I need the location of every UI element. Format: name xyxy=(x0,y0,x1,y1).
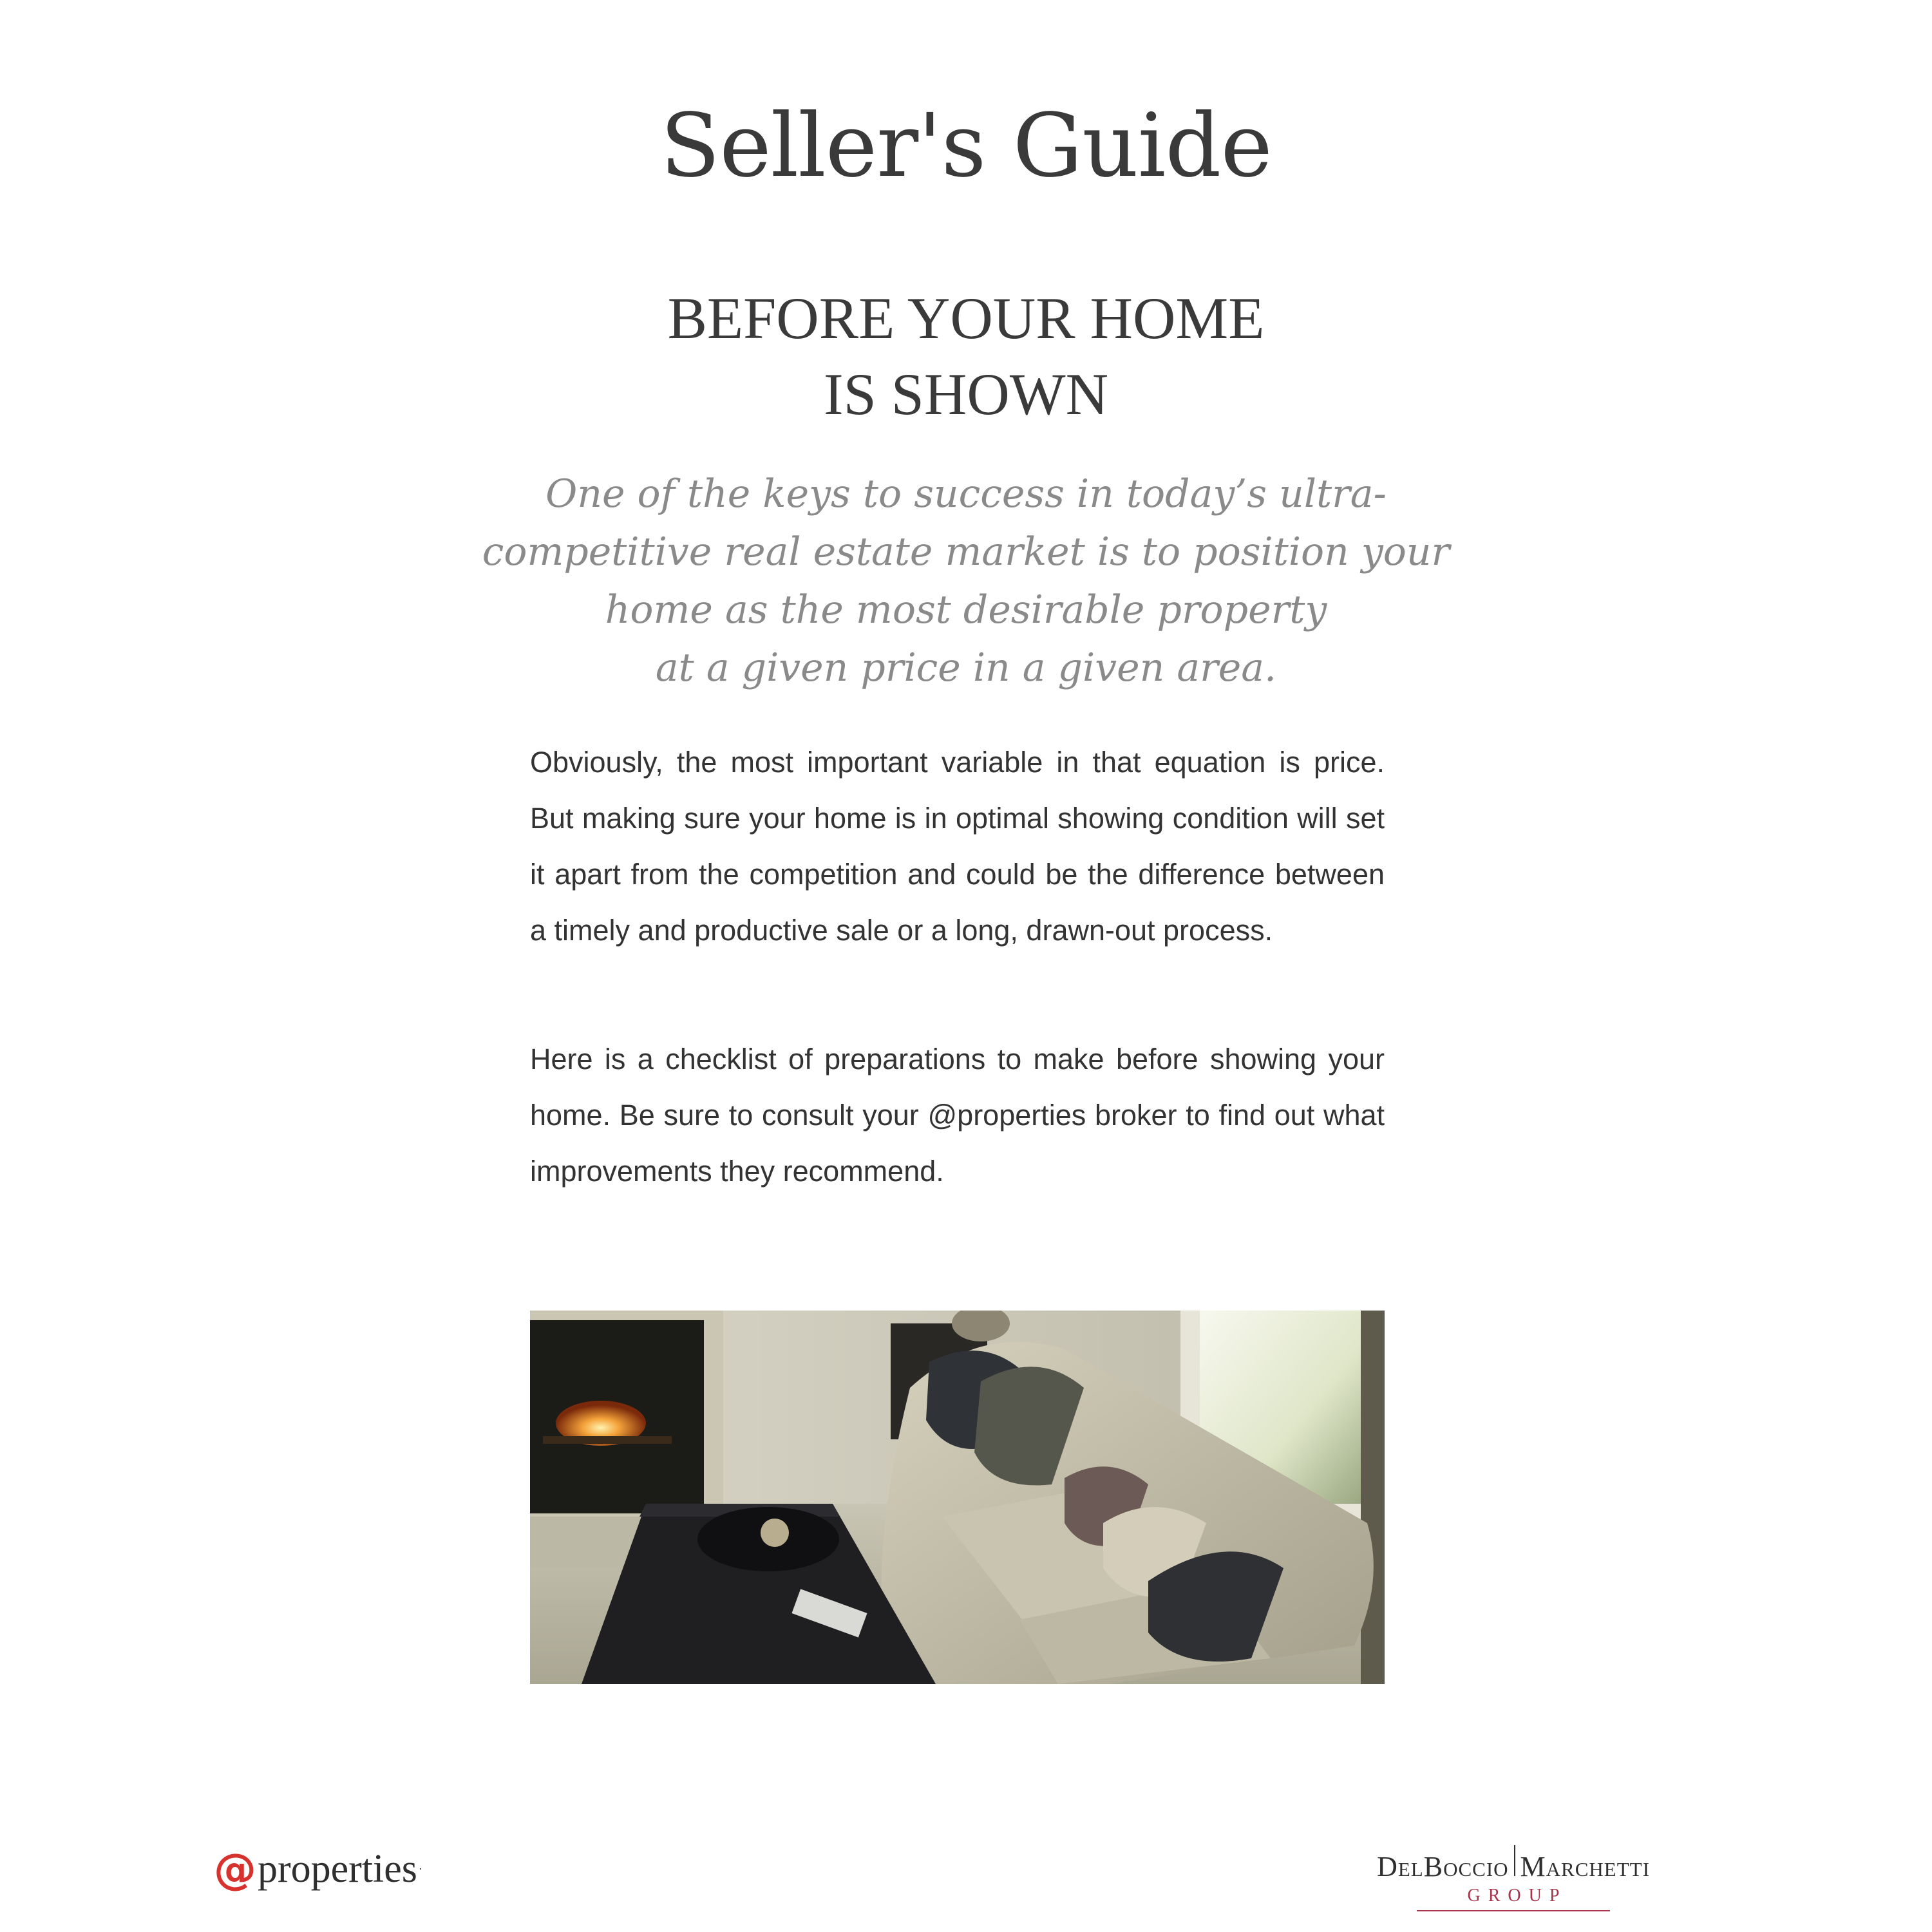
logo-underline xyxy=(1417,1910,1610,1911)
section-heading-line-2: IS SHOWN xyxy=(823,361,1109,427)
group-text: GROUP xyxy=(1467,1886,1567,1906)
body-paragraph-1: Obviously, the most important variable in that equation is price. But making sure your home is in optimal showing condition will set it apart from the competition and could be the difference between a timely and productive sale or a long, drawn-out process. xyxy=(530,746,1385,947)
delboccio-marchetti-logo xyxy=(1352,1845,1674,1911)
intro-quote xyxy=(0,465,1932,697)
section-heading-line-1: BEFORE YOUR HOME xyxy=(667,285,1265,351)
logo-divider xyxy=(1514,1845,1515,1876)
intro-quote-line-3: home as the most desirable property xyxy=(605,587,1327,632)
living-room-photo xyxy=(530,1311,1385,1684)
trademark-mark: · xyxy=(418,1862,422,1875)
intro-quote-line-2: competitive real estate market is to position your xyxy=(482,529,1450,574)
at-symbol-icon: @ xyxy=(214,1844,256,1894)
delboccio-text: DelBoccio xyxy=(1377,1851,1509,1882)
marchetti-text: Marchetti xyxy=(1520,1851,1650,1882)
intro-quote-line-1: One of the keys to success in today’s ultra- xyxy=(545,471,1387,516)
body-paragraph-2: Here is a checklist of preparations to make before showing your home. Be sure to consult your @properties broker to find out what improvements they recommend. xyxy=(530,1043,1385,1188)
at-properties-logo xyxy=(214,1843,422,1895)
section-heading xyxy=(0,280,1932,432)
intro-quote-line-4: at a given price in a given area. xyxy=(655,645,1277,690)
at-properties-logo-text: properties xyxy=(258,1846,417,1891)
delboccio-marchetti-wordmark xyxy=(1352,1845,1674,1883)
page-title: Seller's Guide xyxy=(660,95,1272,197)
